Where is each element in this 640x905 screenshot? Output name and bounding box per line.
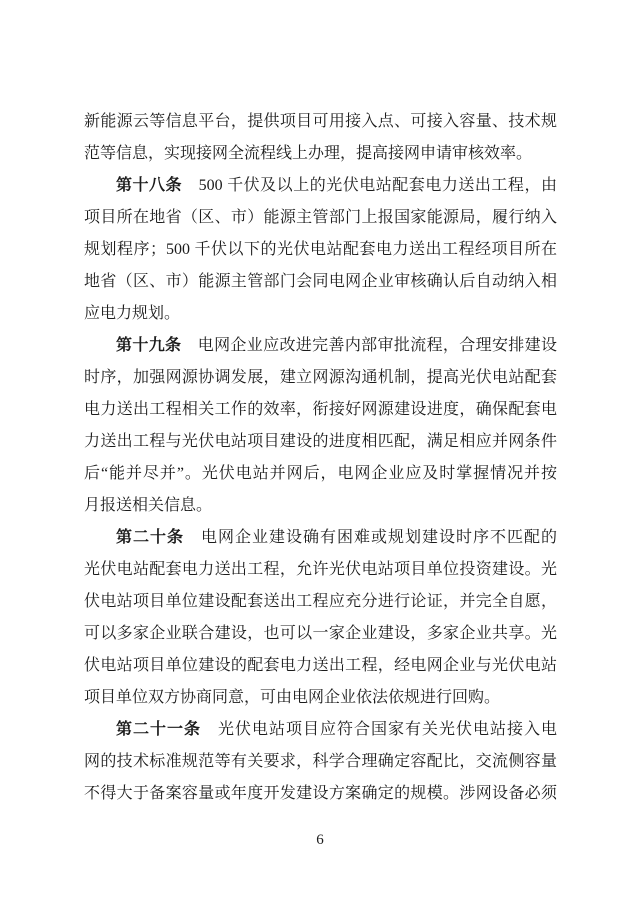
- line-text: 新能源云等信息平台，提供项目可用接入点、可接入容量、技术规: [84, 113, 557, 130]
- text-line: [84, 490, 557, 522]
- text-line: [84, 138, 557, 170]
- article-number: 第二十条: [116, 529, 184, 546]
- page-number: 6: [316, 832, 324, 848]
- text-line: [84, 298, 557, 330]
- text-line: [84, 266, 557, 298]
- line-text: 网的技术标准规范等有关要求，科学合理确定容配比，交流侧容量: [84, 753, 557, 770]
- line-text: 伏电站项目单位建设配套送出工程应充分进行论证，并完全自愿，: [84, 593, 557, 610]
- text-line: [84, 682, 557, 714]
- line-text: 地省（区、市）能源主管部门会同电网企业审核确认后自动纳入相: [84, 273, 557, 290]
- line-text: 月报送相关信息。: [84, 497, 213, 514]
- line-text: 规划程序；500 千伏以下的光伏电站配套电力送出工程经项目所在: [84, 241, 557, 258]
- line-text: 力送出工程与光伏电站项目建设的进度相匹配，满足相应并网条件: [84, 433, 557, 450]
- line-text: 光伏电站项目应符合国家有关光伏电站接入电: [201, 721, 557, 738]
- line-text: 电网企业应改进完善内部审批流程，合理安排建设: [181, 337, 557, 354]
- text-line: [84, 106, 557, 138]
- article-number: 第二十一条: [116, 721, 201, 738]
- text-line: [84, 746, 557, 778]
- line-text: 电网企业建设确有困难或规划建设时序不匹配的: [184, 529, 557, 546]
- text-line: [84, 522, 557, 554]
- article-number: 第十八条: [116, 177, 183, 194]
- text-line: [84, 362, 557, 394]
- text-line: [84, 554, 557, 586]
- text-line: [84, 202, 557, 234]
- line-text: 电力送出工程相关工作的效率，衔接好网源建设进度，确保配套电: [84, 401, 557, 418]
- line-text: 伏电站项目单位建设的配套电力送出工程，经电网企业与光伏电站: [84, 657, 557, 674]
- text-line: [84, 778, 557, 810]
- text-line: [84, 170, 557, 202]
- line-text: 时序，加强网源协调发展，建立网源沟通机制，提高光伏电站配套: [84, 369, 557, 386]
- text-line: [84, 426, 557, 458]
- line-text: 项目所在地省（区、市）能源主管部门上报国家能源局，履行纳入: [84, 209, 557, 226]
- text-line: [84, 458, 557, 490]
- line-text: 光伏电站配套电力送出工程，允许光伏电站项目单位投资建设。光: [84, 561, 557, 578]
- text-line: [84, 714, 557, 746]
- line-text: 后“能并尽并”。光伏电站并网后，电网企业应及时掌握情况并按: [84, 465, 557, 482]
- line-text: 可以多家企业联合建设，也可以一家企业建设，多家企业共享。光: [84, 625, 557, 642]
- line-text: 项目单位双方协商同意，可由电网企业依法依规进行回购。: [84, 689, 501, 706]
- line-text: 范等信息，实现接网全流程线上办理，提高接网申请审核效率。: [84, 145, 533, 162]
- text-line: [84, 394, 557, 426]
- document-body: [84, 106, 557, 810]
- text-line: [84, 618, 557, 650]
- line-text: 应电力规划。: [84, 305, 181, 322]
- text-line: [84, 586, 557, 618]
- line-text: 不得大于备案容量或年度开发建设方案确定的规模。涉网设备必须: [84, 785, 557, 802]
- article-number: 第十九条: [116, 337, 182, 354]
- line-text: 500 千伏及以上的光伏电站配套电力送出工程，由: [182, 177, 557, 194]
- text-line: [84, 650, 557, 682]
- text-line: [84, 330, 557, 362]
- text-line: [84, 234, 557, 266]
